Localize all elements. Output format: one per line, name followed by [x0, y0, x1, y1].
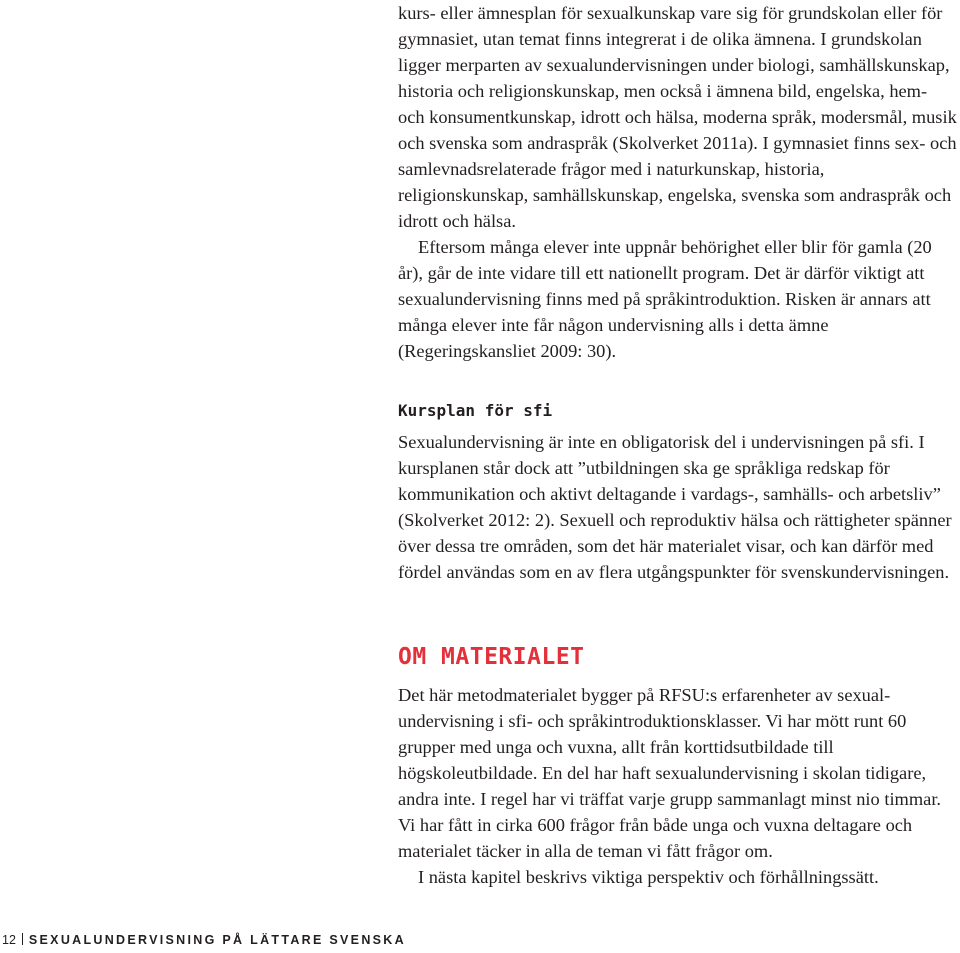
- kursplan-paragraph: Sexualundervisning är inte en obligatorisk del i undervisningen på sfi. I kursplanen står dock att ”utbildningen ska ge språkliga redskap för kommunikation och aktivt deltagande i vardags-, samhälls- och arbetsliv” (Skolverket 2012: 2). Sexuell och reproduktiv hälsa och rättigheter spänner över dessa tre områden, som det här materialet visar, och kan därför med fördel användas som en av flera utgångspunkter för svenskundervisningen.: [398, 432, 952, 582]
- om-materialet-paragraph-2: I nästa kapitel beskrivs viktiga perspektiv och förhållningssätt.: [418, 867, 879, 887]
- intro-paragraph-1: kurs- eller ämnesplan för sexualkunskap vare sig för grundskolan eller för gymnasiet, utan temat finns integrerat i de olika ämnena. I grundskolan ligger merparten av sexualundervisningen under biologi, samhällskunskap, historia och religionskunskap, men också i ämnena bild, engelska, hem- och konsumentkunskap, idrott och hälsa, moderna språk, modersmål, musik och svenska som andraspråk (Skolverket 2011a). I gymnasiet finns sex- och samlevnadsrelaterade frågor med i naturkunskap, historia, religionskunskap, samhällskunskap, engelska, svenska som andraspråk och idrott och hälsa.: [398, 3, 957, 231]
- intro-paragraph-2: Eftersom många elever inte uppnår behörighet eller blir för gamla (20 år), går de inte vidare till ett nationellt program. Det är därför viktigt att sexualundervisning finns med på språkintroduktion. Risken är annars att många elever inte får någon undervisning alls i detta ämne (Regeringskansliet 2009: 30).: [398, 237, 932, 361]
- book-title: SEXUALUNDERVISNING PÅ LÄTTARE SVENSKA: [28, 933, 406, 947]
- om-materialet-paragraph-1: Det här metodmaterialet bygger på RFSU:s erfarenheter av sexualundervisning i sfi- och språkintroduktionsklasser. Vi har mött runt 60 grupper med unga och vuxna, allt från korttidsutbildade till högskoleutbildade. En del har haft sexualundervisning i skolan tidigare, andra inte. I regel har vi träffat varje grupp sammanlagt minst nio timmar. Vi har fått in cirka 600 frågor från både unga och vuxna deltagare och materialet täcker in alla de teman vi fått frågor om.: [398, 685, 942, 861]
- kursplan-heading: Kursplan för sfi: [398, 401, 553, 420]
- om-materialet-heading: OM MATERIALET: [398, 644, 585, 670]
- intro-section: [398, 0, 958, 364]
- page-footer: [2, 932, 406, 948]
- kursplan-section: [398, 429, 958, 585]
- footer-divider: [22, 933, 23, 945]
- om-materialet-section: [398, 682, 958, 890]
- page-number: 12: [2, 933, 16, 947]
